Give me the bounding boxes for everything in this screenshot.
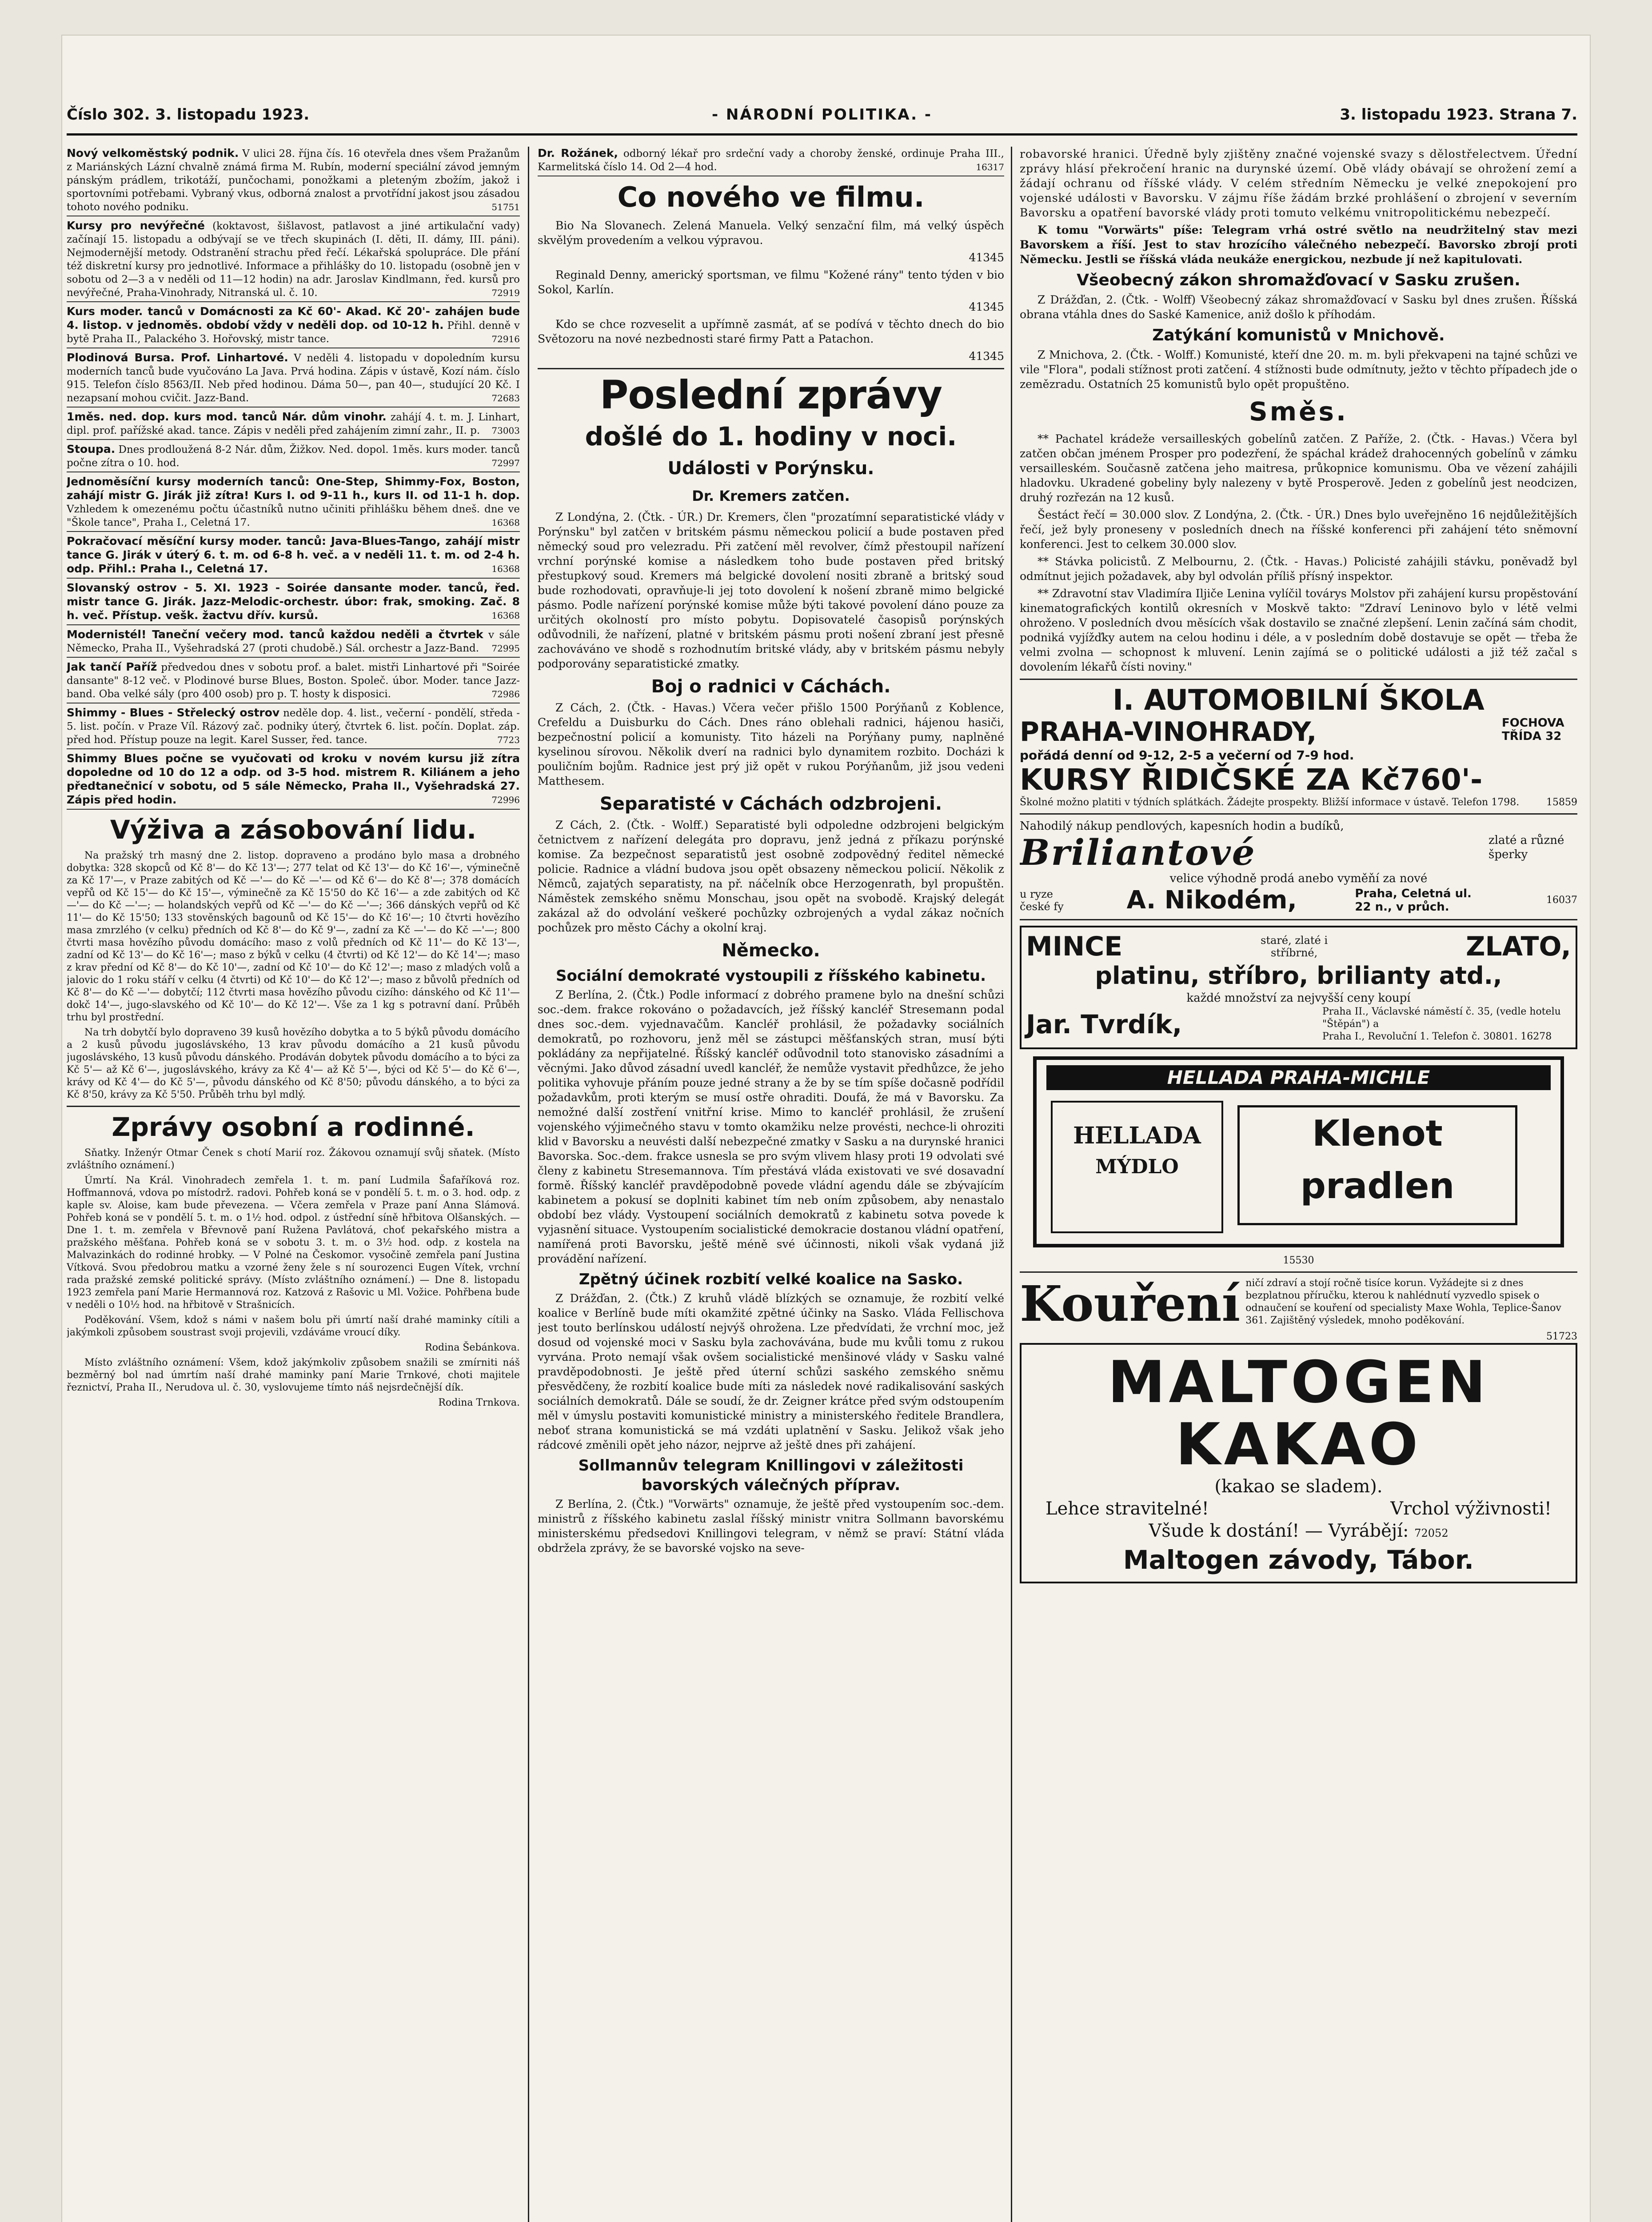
ad-number: 15530 [1283, 1255, 1314, 1266]
ad-headline: I. AUTOMOBILNÍ ŠKOLA [1113, 684, 1484, 717]
article-paragraph: robavorské hranici. Úředně byly zjištěny značné vojenské svazy s dělostřelectvem. Úřední zprávy hlásí překročení hranic na durynské území. Obě vlády obávají se ohrožení zemí a žádají ochranu od říšské vlády. V celém středním Německu je velké znepokojení pro vojenské události v Bavorsku. V zájmu říše žádám brzké prohlášení o zbrojení v severním Bavorsku a opatření bavorské vlády proti tomuto velkému vnitropolitickému nebezpečí. [1020, 148, 1577, 219]
ad-headline: ZLATO, [1466, 931, 1571, 962]
separator [1020, 679, 1577, 680]
column-1 [67, 147, 520, 2222]
film-paragraph: Reginald Denny, americký sportsman, ve filmu "Kožené rány" tento týden v bio Sokol, Karlín. [538, 268, 1004, 296]
ad-headline: Briliantové [1020, 831, 1256, 873]
ad-number: 72683 [491, 393, 520, 404]
classified-ad [67, 147, 520, 216]
film-number: 41345 [969, 300, 1004, 313]
ad-maltogen [1020, 1343, 1577, 1583]
ad-address: FOCHOVA TŘÍDA 32 [1502, 716, 1564, 743]
ad-title: Jednoměsíční kursy moderních tanců: One-Step, Shimmy-Fox, Boston, zahájí mistr G. Jirák již zítra! Kurs I. od 9-11 h., kurs II. od 11-1 h. dop. [67, 475, 520, 502]
ad-number: 16037 [1546, 895, 1577, 906]
page-header [67, 98, 1577, 136]
ad-title: Shimmy Blues počne se vyučovati od kroku v novém kursu již zítra dopoledne od 10 do 12 a odp. od 3-5 hod. mistrem R. Kiliánem a jeho předtanečnicí v sobotu, od 5 sále Německo, Praha II., Vyšehradská 27. Zápis před hodin. [67, 752, 520, 806]
ad-text: staré, zlaté i stříbrné, [1261, 934, 1328, 959]
ad-number: 72997 [491, 458, 520, 468]
separator [1020, 919, 1577, 920]
ad-name: A. Nikodém, [1126, 886, 1297, 915]
ad-title: Kurs moder. tanců v Domácnosti za Kč 60'- Akad. Kč 20'- zahájen bude 4. listop. v jednoměs. období vždy v neděli dop. od 10-12 h. [67, 305, 520, 332]
classified-ad [67, 581, 520, 625]
ad-text: zlaté a různé šperky [1488, 834, 1564, 861]
ad-number: 72916 [491, 334, 520, 344]
ad-headline: MINCE [1026, 931, 1123, 962]
ad-text: Lehce stravitelné! [1045, 1499, 1209, 1519]
ad-hellada [1033, 1056, 1564, 1247]
article-title: Události v Porýnsku. [667, 458, 874, 479]
slogan-line: pradlen [1300, 1165, 1455, 1207]
article-title: Všeobecný zákon shromažďovací v Sasku zrušen. [1077, 271, 1520, 289]
article-paragraph: ** Stávka policistů. Z Melbournu, 2. (Čtk. - Havas.) Policisté zahájili stávku, poněvadž byl odmítnut jejich požadavek, aby byl odvolán příliš přísný inspektor. [1020, 555, 1577, 583]
ad-text: předvedou dnes v sobotu prof. a balet. mistři Linhartové při "Soirée dansante" 8-12 več. v Plodinové burse Blues, Boston. Společ. úbor. Moder. tance Jazz-band. Oba velké sály (pro 400 osob) pro p. T. hosty k disposici. [67, 662, 520, 700]
soap-brand: HELLADA [1073, 1122, 1201, 1149]
film-title: Co nového ve filmu. [617, 181, 925, 213]
ad-text: (kakao se sladem). [1214, 1476, 1383, 1497]
classified-ad [67, 706, 520, 749]
ad-title: Shimmy - Blues - Střelecký ostrov [67, 706, 280, 719]
article-paragraph: K tomu "Vorwärts" píše: Telegram vrhá ostré světlo na neudržitelný stav mezi Bavorskem a říší. Jest to stav hrozícího válečného nebezpečí. Bavorsko zbrojí proti Německu. Jestli se říšská vláda neukáže energickou, nezbude jí než kapitulovati. [1020, 224, 1577, 266]
column-rule [1011, 147, 1012, 2222]
ad-mince [1020, 926, 1577, 1049]
article-paragraph: ** Pachatel krádeže versailleských gobelínů zatčen. Z Paříže, 2. (Čtk. - Havas.) Včera byl zatčen občan jménem Prosper pro podezření, že spáchal krádež drahocenných gobelínů v zámku versailleském. Současně zatčena jeho maitresa, průkopnice komunismu. Oba ve vězení zahájili hladovku. Ukradené gobeliny byly nalezeny v bytě Prosperově. Jeden z gobelínů jest neodcizen, druhý rozřezán na 12 kusů. [1020, 432, 1577, 504]
ad-nikodem [1020, 819, 1577, 915]
article-paragraph: ** Zdravotní stav Vladimíra Iljiče Lenina vylíčil továrys Molstov při zahájení kursu propěstování kinematografických kontilů okresních v Moskvě takto: "Zdraví Leninovo bylo v létě velmi ohroženo. V posledních dvou měsících však dostavilo se značné zlepšení. Lenin začíná sám chodit, podniká vyjížďky autem na celou hodinu i déle, a v posledním době dostavuje se opět — třeba že velmi zvolna — schopnost k mluvení. Lenin zajímá se o politické události a již též začal s dovolením lékařů čísti noviny." [1020, 587, 1577, 673]
film-number: 41345 [969, 350, 1004, 363]
ad-address: Praha, Celetná ul. 22 n., v průch. [1355, 887, 1472, 914]
article-title: Sociální demokraté vystoupili z říšského kabinetu. [556, 967, 986, 985]
ad-address [1322, 1006, 1571, 1043]
ad-number: 72986 [491, 689, 520, 699]
soap-box [1051, 1101, 1223, 1233]
ad-number: 72996 [491, 795, 520, 805]
classified-ad [67, 305, 520, 348]
ad-text: zahájí 4. t. m. J. Linhart, dipl. prof. pařížské akad. tance. Zápis v neděli před zahájením zimní zahr., II. p. [67, 412, 520, 436]
classified-ad [67, 351, 520, 408]
ad-address-line: Praha II., Václavské náměstí č. 35, (vedle hotelu "Štěpán") a [1322, 1006, 1561, 1030]
ad-number: 7723 [497, 735, 520, 745]
article-paragraph: Z Berlína, 2. (Čtk.) "Vorwärts" oznamuje, že ještě před vystoupením soc.-dem. ministrů z říšského kabinetu zaslal říšský ministr vnitra Sollmann bavorskému ministerskému předsedovi Knillingovi telegram, v němž se praví: Státní vláda obdržela zprávy, že se bavorské vojsko na seve- [538, 1498, 1004, 1555]
masthead: - NÁRODNÍ POLITIKA. - [711, 106, 933, 124]
classified-ad [67, 410, 520, 440]
ad-text: odborný lékař pro srdeční vady a choroby ženské, ordinuje Praha III., Karmelitská číslo 14. Od 2—4 hod. [538, 148, 1004, 173]
personal-paragraph: Sňatky. Inženýr Otmar Čenek s chotí Marií roz. Žákovou oznamují svůj sňatek. (Místo zvláštního oznámení.) [67, 1147, 520, 1171]
classified-ad [67, 628, 520, 658]
ad-title: Stoupa. [67, 443, 116, 456]
article-title: Boj o radnici v Cáchách. [651, 676, 891, 697]
separator [538, 368, 1004, 369]
article-title: Zatýkání komunistů v Mnichově. [1152, 326, 1445, 344]
ad-text: u ryze české fy [1020, 887, 1064, 913]
ad-text: V neděli 4. listopadu v dopoledním kursu moderních tanců bude vyučováno La Java. Prvá hodina. Zápis v ústavě, Kozí nám. číslo 915. Telefon číslo 8563/II. Neb před hodinou. Dáma 50—, pan 40—, studující 20 Kč. I nezapsaní mohou cvičit. Jazz-Band. [67, 352, 520, 404]
issue-number: Číslo 302. 3. listopadu 1923. [67, 106, 310, 124]
column-2 [538, 147, 1004, 2222]
film-paragraph: Kdo se chce rozveselit a upřímně zasmát, ať se podívá v těchto dnech do bio Světozoru na nové nezbednosti staré firmy Patt a Patachon. [538, 318, 1004, 345]
ad-title: Modernistél! Taneční večery mod. tanců každou neděli a čtvrtek [67, 628, 483, 641]
ad-number: 16317 [976, 162, 1004, 172]
film-number: 41345 [969, 251, 1004, 264]
ad-name: Jar. Tvrdík, [1026, 1009, 1182, 1039]
ad-text: velice výhodně prodá anebo vyměňí za nové [1169, 872, 1428, 885]
classified-ad [67, 475, 520, 532]
ad-number: 16368 [491, 517, 520, 528]
article-paragraph: Z Londýna, 2. (Čtk. - ÚR.) Dr. Kremers, člen "prozatímní separatistické vlády v Porýnsku" byl zatčen v britském pásmu německou policií a bude postaven před německý soud pro velezradu. Při zatčení měl revolver, čímž přestoupil nařízení vrchní porýnské komise a následkem toho bude postaven před britský přestupkový soud. Kremers má belgické dovolení nositi zbraně a britský soud bude rozhodovati, opravňuje-li jej toto dovolení k nošení zbraně mimo belgické pásmo. Podle nařízení porýnské komise může býti takové povolení dáno pouze za určitých okolností pro místo pobytu. Dopisovatelé časopisů porýnských odůvodnili, že nařízení, platné v britském pásmu proti nošení zbraní jest přesně zachováváno ve shodě s rozhodnutím britské vlády, aby v britském pásmu nebyly podporovány separatistické zmatky. [538, 511, 1004, 670]
ad-number: 73003 [491, 425, 520, 436]
classified-ad [67, 660, 520, 703]
article-paragraph: Šestáct řečí = 30.000 slov. Z Londýna, 2. (Čtk. - ÚR.) Dnes bylo uveřejněno 16 nejdůležitějších řečí, jež byly proneseny v posledních dnech na říšské konferenci při zahájení této sněmovní konferenci. Jest to celkem 30.000 slov. [1020, 508, 1577, 551]
article-title: Zpětný účinek rozbití velké koalice na Sasko. [579, 1271, 963, 1288]
ad-text: ničí zdraví a stojí ročně tisíce korun. Vyžádejte si z dnes bezplatnou příručku, kterou k nahlédnutí vyzvedlo spisek o odnaučení se kouření od specialisty Maxe Wohla, Teplice-Šanov 361. Zajištěný výsledek, mnoho poděkování. [1245, 1278, 1561, 1326]
article-paragraph: Z Drážďan, 2. (Čtk.) Z kruhů vládě blízkých se oznamuje, že rozbití velké koalice v Berlíně bude míti okamžité zpětné účinky na Sasko. Vláda Fellischova jest touto berlínskou událostí nejvýš ohrožena. Lze předvídati, že vrchní moc, jež dosud od vojenské moci v Sasku byla zachovávána, bude mu kvůli tomu z rukou vyrvána. Proto nemají však ovšem socialistické menšinové vlády v Sasku valné pravděpodobnosti. Je ještě před úterní schůzi saského zemského sněmu přesvědčeny, že rozbití koalice bude míti za následek nové radikalisování saských sociálních demokratů. Dále se soudí, že dr. Zeigner krátce před svým odstoupením měl v úmyslu postaviti komunistické ministry a ministerského ředitele Brandlera, neboť strana komunistická se má vzdáti uplatnění v Sasku. Jelikož však jeho rádcové změnili opět jeho názor, nejprve až ještě dnes při zahájení. [538, 1292, 1004, 1451]
ad-number: 16368 [491, 610, 520, 621]
personal-paragraph: Úmrtí. Na Král. Vinohradech zemřela 1. t. m. paní Ludmila Šafaříková roz. Hoffmannová, vdova po místodrž. radovi. Pohřeb koná se v pondělí 5. t. m. o 3. hod. odp. z kaple sv. Aloise, kam bude převezena. — Včera zemřela v Praze paní Anna Slámová. Pohřeb koná se v pondělí 5. t. m. o 1½ hod. odpol. z ústřední síně hřbitova Olšanských. — Dne 1. t. m. zemřela v Břevnově paní Ružena Pavlátová, choť pekařského mistra a pražského měšťana. Pohřeb koná se v sobotu 3. t. m. o 3½ hod. odp. z kostela na Malvazinkách do rodinné hrobky. — V Polné na Českomor. vysočině zemřela paní Justina Vítková. Svou předobrou matku a vzorné ženy žele s ní sourozenci Eugen Vítek, vrchní rada pražské zemské politické správy. (Místo zvláštního oznámení.) — Dne 8. listopadu 1923 zemřela paní Marie Hermannová roz. Katzová z Rašovic u Ml. Vožice. Pohřbena bude v neděli o 10½ hod. na hřbitově v Strašnicích. [67, 1175, 520, 1311]
signature: Rodina Trnkova. [438, 1397, 520, 1408]
article-paragraph: Z Berlína, 2. (Čtk.) Podle informací z dobrého pramene bylo na dnešní schůzi soc.-dem. frakce rokováno o požadavcích, jež říšský kancléř Stresemann podal dnes soc.-dem. vyjednavačům. Kancléř prohlásil, že požadavky sociálních demokratů, po rozhovoru, jenž měl se zástupci měšťanských stran, musí býti pokládány za nepřijatelné. Říšský kancléř odůvodnil toto stanovisko zásadními a věcnými. Jako důvod zásadní uvedl kancléř, že nemůže vystavit předhůzce, že jeho politika vyhovuje přáním pouze jedné strany a že by se tím spíše dočasně podřídil požadavkům, proti kterým se musí ostře ohraditi. Doufá, že má v Bavorsku. Za nemožné další zostření vnitřní krise. Mimo to kancléř prohlásil, že zrušení vojenského výjimečného stavu v tomto okamžiku nelze provésti, nechce-li ohroziti klid v Bavorsku a neuvésti další nebezpečné zmatky v Sasku a na durynské hranici Bavorska. Soc.-dem. frakce usnesla se pro svým vlivem hlasy proti 19 odvolati své členy z kabinetu Stresemannova. Tím přestává vláda existovati ve své dosavadní formě. Říšský kancléř pravděpodobně povede vládní agendu dále se zbývajícím kabinetem a pokusí se doplniti kabinet tím neb oním způsobem, aby nenastalo období bez vlády. Vystoupení sociálních demokratů z kabinetu sotva povede k vyjasnění situace. Vystoupením socialistické demokracie dostanou vládní opatření, namířená proti Bavorsku, ještě méně své účinnosti, nikoli však vydaná již provádění nařízení. [538, 988, 1004, 1265]
ad-address-line: Praha I., Revoluční 1. Telefon č. 30801. [1322, 1031, 1518, 1042]
article-subtitle: Dr. Kremers zatčen. [692, 488, 850, 504]
ad-headline: KURSY ŘIDIČSKÉ ZA Kč760'- [1020, 763, 1483, 797]
separator [1020, 813, 1577, 815]
ad-title: Dr. Rožánek, [538, 147, 618, 160]
ad-text: Vzhledem k omezenému počtu účastníků nutno učiniti přihlášku během dneš. dne ve "Škole tance", Praha I., Celetná 17. [67, 504, 520, 528]
ad-text: Dnes prodloužená 8-2 Nár. dům, Žižkov. Ned. dopol. 1měs. kurs moder. tanců počne zítra o 10. hod. [67, 444, 520, 469]
ad-title: Jak tančí Paříž [67, 660, 157, 673]
ad-title: Slovanský ostrov - 5. XI. 1923 - Soirée dansante moder. tanců, řed. mistr tance G. Jirák. Jazz-Melodic-orchestr. úbor: frak, smoking. Zač. 8 h. več. Přístup. vešk. žactvu dřív. kursů. [67, 581, 520, 622]
ad-rozanek [538, 147, 1004, 176]
separator [1020, 1271, 1577, 1273]
ad-headline: Kouření [1020, 1275, 1241, 1332]
ad-text: Přihl. denně v bytě Praha II., Palackého 3. Hořovský, mistr tance. [67, 320, 520, 345]
ad-title: Kursy pro nevýřečné [67, 219, 205, 232]
article-paragraph: Z Cách, 2. (Čtk. - Havas.) Včera večer přišlo 1500 Porýňanů z Koblence, Crefeldu a Duisburku do Cách. Dnes ráno oblehali radnici, hájenou hasiči, bezpečnostní policií a komunisty. Tito házeli na Porýňany pumy, naplněné kyselinou sírovou. Několik dverí na radnici bylo dynamitem rozbito. Docházi k pouličním bojům. Radnice jest prý již opět v rukou Porýňanům, již jsou vedeni Matthesem. [538, 701, 1004, 787]
ad-title: Plodinová Bursa. Prof. Linhartové. [67, 351, 288, 364]
ad-koureni [1020, 1277, 1577, 1331]
article-title: Separatisté v Cáchách odzbrojeni. [599, 794, 942, 814]
latest-news-title: Poslední zprávy [599, 372, 942, 418]
ad-headline: platinu, stříbro, brilianty atd., [1095, 962, 1502, 990]
article-paragraph: Z Mnichova, 2. (Čtk. - Wolff.) Komunisté, kteří dne 20. m. m. byli překvapeni na tajné schůzi ve vile "Flora", podali stížnost proti zatčení. 4 stížnosti bude odmítnuty, ježto v těchto případech jde o zemězradu. Ostatních 25 komunistů bylo opět propuštěno. [1020, 348, 1577, 391]
classified-ad [67, 535, 520, 579]
signature: Rodina Šebánkova. [425, 1342, 520, 1353]
ad-text: v sále Německo, Praha II., Vyšehradská 27 (proti chudobě.) Sál. orchestr a Jazz-Band. [67, 629, 520, 654]
ad-text: každé množství za nejvyšší ceny koupí [1186, 991, 1411, 1005]
ad-headline: MALTOGEN [1108, 1348, 1489, 1416]
classified-ad [67, 752, 520, 810]
ad-number: 51751 [491, 202, 520, 212]
ad-number: 16368 [491, 563, 520, 574]
ad-text: pořádá denní od 9-12, 2-5 a večerní od 7-9 hod. [1020, 748, 1354, 763]
film-paragraph: Bio Na Slovanech. Zelená Manuela. Velký senzační film, má velký úspěch skvělým provedením a velkou výpravou. [538, 219, 1004, 247]
ad-title: 1měs. ned. dop. kurs mod. tanců Nár. dům vinohr. [67, 410, 387, 423]
ad-title: Pokračovací měsíční kursy moder. tanců: Java-Blues-Tango, zahájí mistr tance G. Jirák v úterý 6. t. m. od 6-8 h. več. a v neděli 11. t. m. od 2-4 h. odp. Přihl.: Praha I., Celetná 17. [67, 535, 520, 575]
ad-number: 72052 [1414, 1527, 1448, 1539]
food-title: Výživa a zásobování lidu. [110, 815, 477, 845]
ad-number: 16278 [1520, 1031, 1552, 1042]
classified-ad [67, 219, 520, 302]
ad-autoskola [1020, 684, 1577, 809]
article-paragraph: Z Drážďan, 2. (Čtk. - Wolff) Všeobecný zákaz shromažďovací v Sasku byl dnes zrušen. Říšská obrana vtáhla dnes do Saské Kamenice, aniž došlo k příhodám. [1020, 293, 1577, 321]
food-paragraph: Na pražský trh masný dne 2. listop. dopraveno a prodáno bylo masa a drobného dobytka: 328 skopců od Kč 8'— do Kč 13'—; 277 telat od Kč 13'— do Kč 16'—, výminečně za Kč 17'—, v Praze zabitých od Kč —'— do Kč —'— od Kč 6'— do Kč 8'—; 378 domácích vepřů od Kč 15'— do Kč 15'—, výminečně za Kč 15'50 do Kč 16'— a zde zabitých od Kč —'— do Kč —'—; — holandských vepřů od Kč —'— do Kč —'—; 366 dánských vepřů od Kč 11'— do Kč 15'50; 133 stověnských bagounů od Kč 15'— do Kč 16'—; 10 čtvrti hovězího masa zmrzlého (v celku) předních od Kč 8'— do Kč 9'—, zadní za Kč —'— do Kč —'—; 800 čtvrti masa hovězího původu domácího: maso z volů předních od Kč 11'— do Kč 13'—, zadní od Kč 13'— do Kč 16'—; maso z býků v celku (4 čtvrti) od Kč 12'— do Kč 14'—; maso z krav přední od Kč 8'— do Kč 10'—, zadní od Kč 10'— do Kč 12'—; maso z mladých volů a jalovic do 1 roku stáří v celku (4 čtvrti) od Kč 10'— do Kč 12'—; maso z bůvolů předních od Kč 8'— do Kč —'— dobytčí; 112 čtvrti masa hovězího původu cizího: dánského od Kč 11'— dokč 14'—, jugo-slavského od Kč 10'— do Kč 12'—. Vše za 1 kg s potravní daní. Průběh trhu byl prostřední. [67, 850, 520, 1023]
ad-headline: Maltogen závody, Tábor. [1123, 1545, 1474, 1575]
column-rule [528, 147, 529, 2222]
ad-text: Všude k dostání! — Vyrábějí: [1149, 1521, 1409, 1541]
classified-ad [67, 443, 520, 472]
latest-news-subtitle: došlé do 1. hodiny v noci. [585, 421, 957, 452]
slogan-box [1237, 1105, 1517, 1225]
food-paragraph: Na trh dobytčí bylo dopraveno 39 kusů hovězího dobytka a to 5 býků původu domácího a 2 kusů původu jugoslávského, 13 krav původu domácího a 21 kusů původu jugoslávského, 13 kusů původu dánského. Prodáván dobytek původu domácího a to býci za Kč 5'— až Kč 6'—, jugoslávského, krávy za Kč 4'— až Kč 5'—, býci od Kč 5'— do Kč 6'—, krávy od Kč 4'— do Kč 5'—, původu dánského od Kč 8'50; původu dánského, a to býci za Kč 8'50, krávy za Kč 5'50. Průběh trhu byl mdlý. [67, 1027, 520, 1100]
ad-text: V ulici 28. října čís. 16 otevřela dnes všem Pražanům z Mariánských Lázní chvalně známá firma M. Rubín, moderní speciální závod jemným pánským prádlem, trikotáží, punčochami, ponožkami a pleteným zbožím, jakož i sportovními potřebami. Vybraný vkus, odborná znalost a prvotřídní jakost jsou zásadou tohoto nového podniku. [67, 148, 520, 213]
ad-number: 72919 [491, 288, 520, 298]
ad-text: Školné možno platiti v týdních splátkách. Žádejte prospekty. Bližší informace v ústavě. Telefon 1798. [1020, 797, 1520, 808]
slogan-line: Klenot [1312, 1113, 1443, 1154]
column-3 [1020, 147, 1577, 2222]
separator [67, 1106, 520, 1107]
personal-paragraph: Místo zvláštního oznámení: Všem, kdož jakýmkoliv způsobem snažili se zmírniti náš bezměrný bol nad úmrtím naší drahé maminky paní Marie Trnkové, choti majitele řeznictví, Praha II., Nerudova ul. č. 30, vyslovujeme tímto náš nejsrdečnější dík. [67, 1357, 520, 1393]
personal-title: Zprávy osobní a rodinné. [112, 1112, 475, 1142]
ad-number: 72995 [491, 643, 520, 654]
ad-number: 15859 [1546, 797, 1577, 808]
ad-headline: PRAHA-VINOHRADY, [1020, 716, 1317, 747]
section-title: Německo. [722, 940, 820, 961]
ad-number: 51723 [1546, 1331, 1577, 1342]
page-date: 3. listopadu 1923. Strana 7. [1340, 106, 1577, 124]
article-title: Sollmannův telegram Knillingovi v záležitosti bavorských válečných příprav. [578, 1457, 964, 1494]
article-paragraph: Z Cách, 2. (Čtk. - Wolff.) Separatisté byli odpoledne odzbrojeni belgickým četnictvem z nařízení delegáta pro dopravu, jenž jedná z příkazu porýnské komise. Za bezpečnost separatistů jest osobně zodpovědný ředitel německé policie. Radnice a vládní budova jsou opět obsazeny německou policií. Několik z Němců, zajatých separatisty, na př. náčelník obce Herzogenrath, byl propuštěn. Náměstek zemského sněmu Monschau, jsou opět na svobodě. Krajský delegát zakázal až do odvolání veškeré pochůzky ozbrojených a vydal zákaz nočních pochůzek pro město Cáchy a okolní kraj. [538, 819, 1004, 934]
ad-text: Nahodilý nákup pendlových, kapesních hodin a budíků, [1020, 819, 1344, 833]
section-title: Směs. [1249, 396, 1349, 427]
ad-banner: HELLADA PRAHA-MICHLE [1046, 1065, 1551, 1090]
ad-text: neděle dop. 4. list., večerní - pondělí, středa - 5. list. počín. v Praze Víl. Rázový zač. podniky úterý, čtvrtek 6. list. počín. Doplat. záp. před hod. Přístup pouze na legit. Karel Susser, řed. tance. [67, 707, 520, 746]
ad-text: Vrchol výživnosti! [1390, 1499, 1552, 1519]
ad-text: (koktavost, šišlavost, patlavost a jiné artikulační vady) začínají 15. listopadu a odbývají se ve třech skupinách (I. děti, II. dámy, III. páni). Nejmodernější metody. Odstranění strachu před řečí. Lékařská spolupráce. Dle přání též diskretní kursy pro jednotlivé. Informace a přihlášky do 10. listopadu (osobně jen v sobotu od 2—3 a v neděli od 11—12 hodin) na adr. Jaroslav Kindlmann, řed. kursů pro nevýřečné, Praha-Vinohrady, Nitranská ul. č. 10. [67, 220, 520, 299]
ad-headline: KAKAO [1175, 1411, 1422, 1478]
soap-label: MÝDLO [1095, 1155, 1179, 1178]
personal-paragraph: Poděkování. Všem, kdož s námi v našem bolu při úmrtí naší drahé maminky cítili a jakýmkoli způsobem soustrast svoji projevili, vzdáváme vroucí díky. [67, 1315, 520, 1338]
ad-title: Nový velkoměstský podnik. [67, 147, 239, 160]
